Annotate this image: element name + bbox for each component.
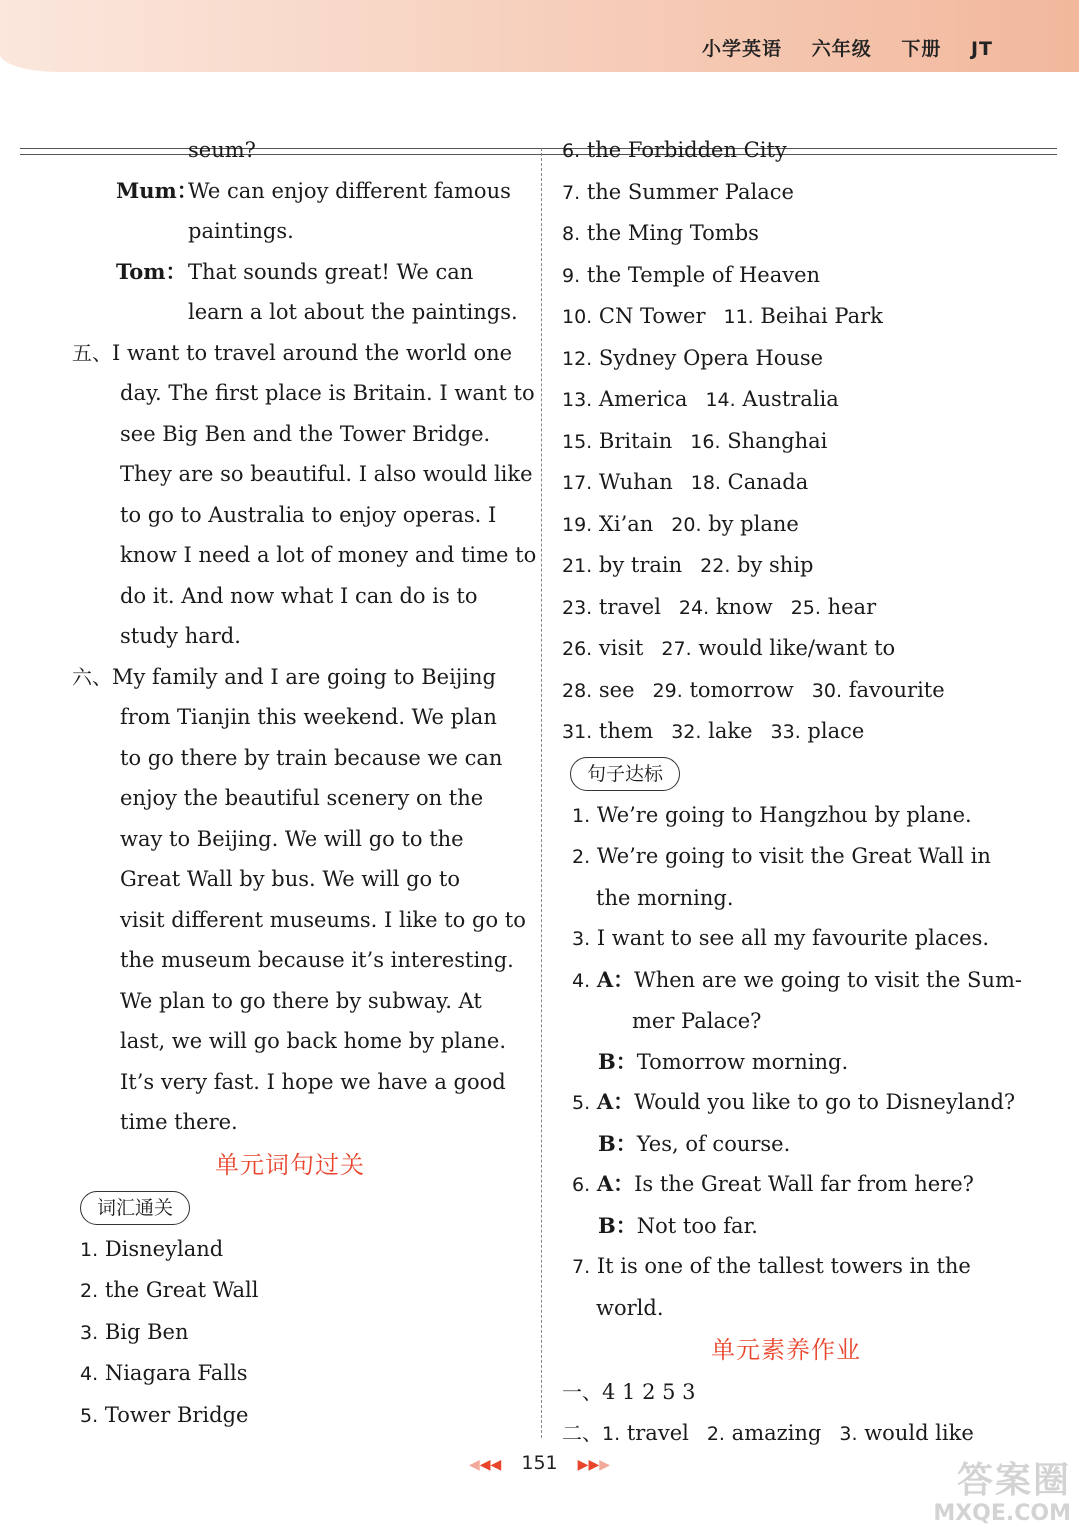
- sentence-reply: B：Tomorrow morning.: [598, 1048, 849, 1074]
- dialog-line: seum?: [188, 138, 256, 162]
- essay-line: They are so beautiful. I also would like: [120, 462, 533, 486]
- essay-line: know I need a lot of money and time to: [120, 543, 537, 567]
- vocab-item: 2. the Great Wall: [80, 1278, 259, 1302]
- homework-one: 一、4 1 2 5 3: [562, 1380, 696, 1404]
- left-arrow-icon: ◀◀: [479, 1457, 502, 1473]
- vocab-item: 3. Big Ben: [80, 1319, 189, 1344]
- left-column: [72, 130, 537, 1436]
- answer-item: 15. Britain 16. Shanghai: [562, 428, 828, 453]
- page-number: 151: [521, 1452, 558, 1474]
- right-arrow-icon: ▶▶: [577, 1457, 600, 1473]
- essay-line: to go there by train because we can: [120, 745, 503, 770]
- subject: 小学英语: [702, 38, 783, 60]
- answer-item: 6. the Forbidden City: [562, 138, 787, 162]
- essay-line: last, we will go back home by plane.: [120, 1029, 507, 1053]
- watermark: [901, 1460, 1071, 1530]
- sentence-line: the morning.: [596, 885, 734, 910]
- homework-two: 二、1. travel 2. amazing 3. would like: [562, 1420, 974, 1445]
- answer-item: 8. the Ming Tombs: [562, 221, 759, 245]
- speaker-tom: Tom：: [116, 258, 187, 284]
- answer-item: 12. Sydney Opera House: [562, 345, 824, 370]
- sentence-item: 5. A：Would you like to go to Disneyland?: [572, 1089, 1016, 1114]
- essay-line: see Big Ben and the Tower Bridge.: [120, 421, 491, 446]
- answer-item: 13. America 14. Australia: [562, 387, 839, 411]
- essay-line: from Tianjin this weekend. We plan: [120, 705, 497, 729]
- essay-line: the museum because it’s interesting.: [120, 948, 514, 972]
- watermark-site: MXQE.COM: [933, 1501, 1071, 1526]
- vocab-item: 5. Tower Bridge: [80, 1402, 249, 1427]
- column-divider: [541, 148, 542, 1438]
- section-title-unit-homework: 单元素养作业: [711, 1336, 861, 1364]
- edition: JT: [970, 38, 993, 60]
- sentence-line: mer Palace?: [632, 1009, 762, 1033]
- right-column: [562, 130, 1022, 1454]
- vocab-item: 1. Disneyland: [80, 1236, 224, 1261]
- watermark-logo: 答案圈: [956, 1460, 1071, 1501]
- essay-line: It’s very fast. I hope we have a good: [120, 1069, 506, 1094]
- essay-line: visit different museums. I like to go to: [120, 907, 526, 932]
- sentence-item: 2. We’re going to visit the Great Wall in: [572, 844, 991, 868]
- essay-line: enjoy the beautiful scenery on the: [120, 786, 484, 810]
- sentence-item: 6. A：Is the Great Wall far from here?: [572, 1171, 974, 1196]
- answer-item: 28. see 29. tomorrow 30. favourite: [562, 677, 945, 702]
- essay-line: time there.: [120, 1110, 238, 1134]
- answer-item: 23. travel 24. know 25. hear: [562, 594, 877, 619]
- sentence-reply: B：Yes, of course.: [598, 1130, 791, 1156]
- book-info: [680, 34, 993, 61]
- dialog-line: paintings.: [188, 219, 294, 243]
- answer-item: 10. CN Tower 11. Beihai Park: [562, 304, 883, 328]
- right-arrow-icon: ▶: [599, 1457, 610, 1473]
- section-mark-five: 五、: [72, 340, 112, 365]
- sentence-item: 4. A：When are we going to visit the Sum-: [572, 966, 1022, 992]
- vocab-item: 4. Niagara Falls: [80, 1361, 248, 1385]
- section-mark-six: 六、: [72, 664, 112, 689]
- sentence-pill: 句子达标: [570, 757, 680, 791]
- left-arrow-icon: ◀: [468, 1457, 480, 1473]
- essay-line: We plan to go there by subway. At: [120, 988, 482, 1013]
- sentence-item: 1. We’re going to Hangzhou by plane.: [572, 802, 972, 827]
- sentence-reply: B：Not too far.: [598, 1212, 758, 1238]
- dialog-tom: Tom：That sounds great! We can: [72, 252, 508, 293]
- essay-line: study hard.: [120, 624, 241, 648]
- vocab-pill: 词汇通关: [80, 1191, 190, 1225]
- answer-item: 9. the Temple of Heaven: [562, 262, 821, 287]
- essay-line: way to Beijing. We will go to the: [120, 826, 464, 851]
- grade: 六年级: [811, 38, 872, 60]
- essay-six-start: 六、My family and I are going to Beijing: [72, 664, 496, 689]
- essay-line: to go to Australia to enjoy operas. I: [120, 502, 497, 527]
- answer-item: 21. by train 22. by ship: [562, 553, 814, 577]
- answer-item: 17. Wuhan 18. Canada: [562, 470, 809, 494]
- sentence-line: world.: [596, 1295, 664, 1320]
- sentence-item: 7. It is one of the tallest towers in the: [572, 1254, 971, 1278]
- essay-line: do it. And now what I can do is to: [120, 583, 478, 608]
- essay-line: Great Wall by bus. We will go to: [120, 867, 460, 891]
- section-title-unit-words: 单元词句过关: [215, 1150, 365, 1179]
- sentence-item: 3. I want to see all my favourite places.: [572, 926, 990, 950]
- answer-item: 31. them 32. lake 33. place: [562, 719, 865, 743]
- essay-line: day. The first place is Britain. I want to: [120, 381, 535, 405]
- speaker-mum: Mum：: [116, 177, 198, 203]
- dialog-line: learn a lot about the paintings.: [188, 300, 518, 324]
- answer-item: 26. visit 27. would like/want to: [562, 636, 896, 660]
- dialog-mum: Mum：We can enjoy different famous: [72, 171, 508, 212]
- answer-item: 7. the Summer Palace: [562, 179, 794, 204]
- essay-five-start: 五、I want to travel around the world one: [72, 340, 513, 365]
- volume: 下册: [901, 38, 942, 60]
- answer-item: 19. Xi’an 20. by plane: [562, 511, 799, 536]
